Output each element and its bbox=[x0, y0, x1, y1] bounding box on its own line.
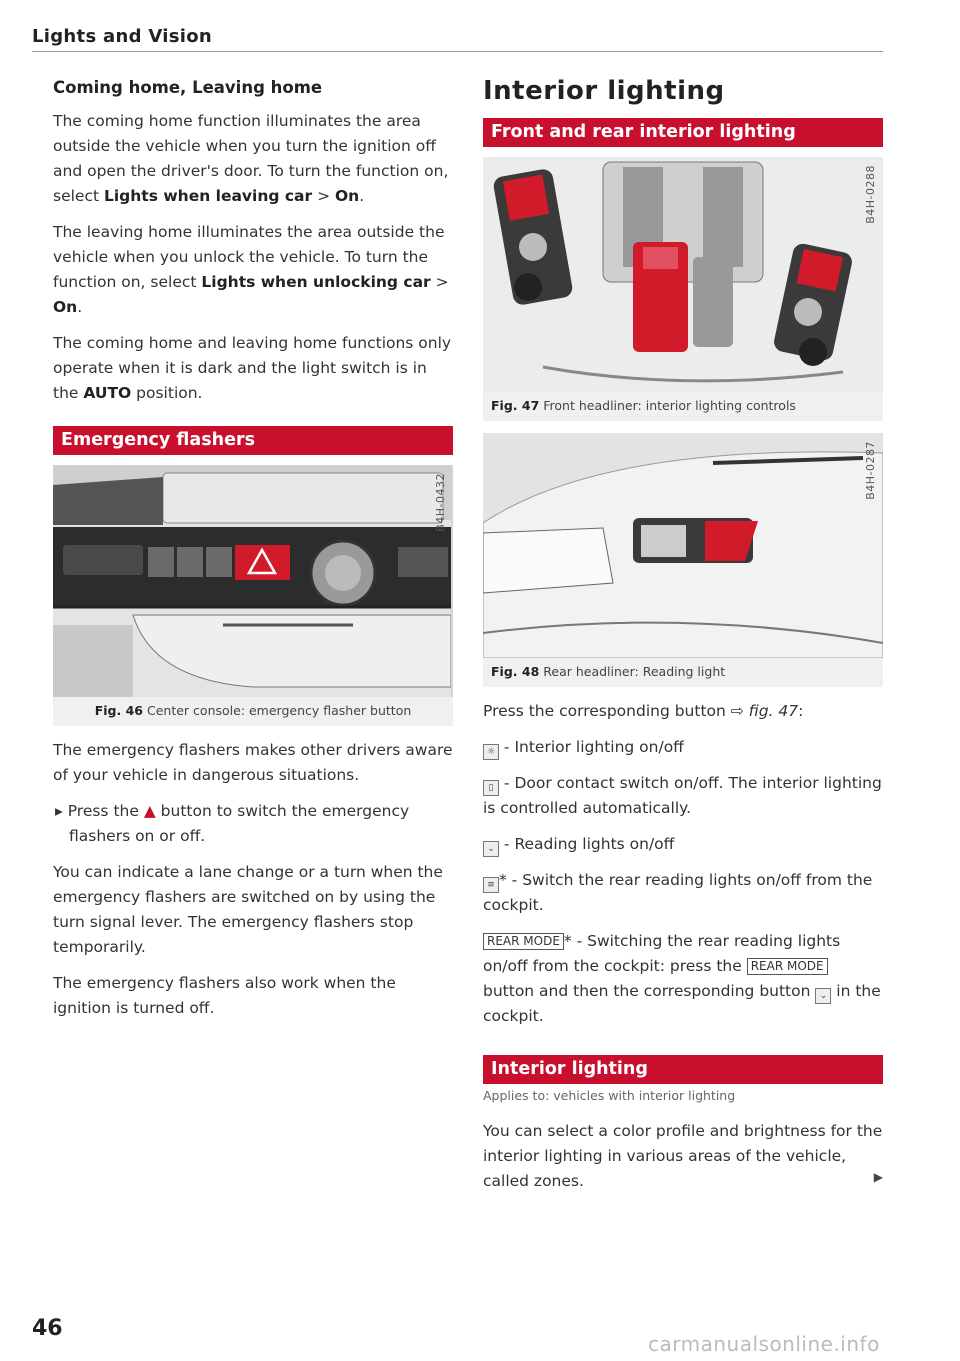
reading-light-icon: ⌄ bbox=[483, 841, 499, 857]
press-button-intro: Press the corresponding button ⇨ fig. 47: bbox=[483, 702, 804, 720]
page-number: 46 bbox=[32, 1316, 63, 1341]
watermark: carmanualsonline.info bbox=[648, 1332, 880, 1356]
item-rear-reading: ≡ * - Switch the rear reading lights on/off from the cockpit. bbox=[483, 871, 873, 914]
interior-light-icon: ☼ bbox=[483, 744, 499, 760]
section-header: Lights and Vision bbox=[32, 26, 212, 47]
coming-home-title: Coming home, Leaving home bbox=[53, 78, 323, 97]
interior-lighting-heading: Interior lighting bbox=[483, 76, 725, 106]
figure-47-code: B4H-0288 bbox=[864, 165, 877, 224]
front-headliner-illustration bbox=[483, 157, 883, 392]
interior-para-1: You can select a color profile and brightness for the interior lighting in various areas of the vehicle, called zones. ▶ bbox=[483, 1122, 883, 1190]
figure-47 bbox=[483, 157, 883, 421]
emergency-flashers-title: Emergency flashers bbox=[53, 426, 453, 455]
figure-46-image bbox=[53, 465, 453, 697]
figure-46-caption: Fig. 46 Center console: emergency flasher button bbox=[94, 703, 412, 718]
item-reading-lights: ⌄ - Reading lights on/off bbox=[483, 832, 883, 857]
figure-46 bbox=[53, 465, 453, 726]
coming-home-para-2: The leaving home illuminates the area outside the vehicle when you unlock the vehicle. To turn the function on, select Lights when unlocking car > On. bbox=[53, 223, 449, 316]
emergency-para-2: You can indicate a lane change or a turn when the emergency flashers are switched on by using the turn signal lever. The emergency flashers stop temporarily. bbox=[53, 863, 443, 956]
door-contact-icon: ▯ bbox=[483, 780, 499, 796]
rear-mode-key: REAR MODE bbox=[483, 933, 564, 950]
coming-home-para-1: The coming home function illuminates the area outside the vehicle when you turn the ignition off and open the driver's door. To turn the function on, select Lights when leaving car > On. bbox=[53, 112, 449, 205]
figure-47-caption: Fig. 47 Front headliner: interior lighting controls bbox=[491, 398, 796, 413]
item-door-contact: ▯ - Door contact switch on/off. The interior lighting is controlled automatically. bbox=[483, 774, 882, 817]
coming-home-para-3: The coming home and leaving home functions only operate when it is dark and the light switch is in the AUTO position. bbox=[53, 334, 452, 402]
figure-47-image bbox=[483, 157, 883, 392]
continue-arrow-icon: ▶ bbox=[873, 1170, 883, 1184]
figure-48 bbox=[483, 433, 883, 687]
hazard-icon: ▲ bbox=[143, 802, 156, 820]
rear-reading-icon: ≡ bbox=[483, 877, 499, 893]
center-console-illustration bbox=[53, 465, 451, 697]
emergency-bullet: ▸ Press the ▲ button to switch the emergency flashers on or off. bbox=[55, 802, 410, 845]
rear-mode-key-2: REAR MODE bbox=[747, 958, 828, 975]
reading-light-icon-2: ⌄ bbox=[815, 988, 831, 1004]
right-column bbox=[483, 72, 883, 1205]
item-rear-mode: REAR MODE * - Switching the rear reading lights on/off from the cockpit: press the REAR MODE button and then the corresponding button ⌄ in the cockpit. bbox=[483, 932, 881, 1025]
figure-48-caption: Fig. 48 Rear headliner: Reading light bbox=[491, 664, 726, 679]
applies-to: Applies to: vehicles with interior lighting bbox=[483, 1088, 736, 1103]
emergency-para-1: The emergency flashers makes other drivers aware of your vehicle in dangerous situations. bbox=[53, 741, 453, 784]
interior-lighting-subtitle: Interior lighting bbox=[483, 1055, 883, 1084]
left-column bbox=[53, 72, 453, 1032]
figure-48-image bbox=[483, 433, 883, 658]
item-interior-light: ☼ - Interior lighting on/off bbox=[483, 735, 883, 760]
emergency-para-3: The emergency flashers also work when the ignition is turned off. bbox=[53, 974, 396, 1017]
figure-46-code: B4H-0432 bbox=[434, 473, 447, 532]
figure-48-code: B4H-0287 bbox=[864, 441, 877, 500]
front-rear-title: Front and rear interior lighting bbox=[483, 118, 883, 147]
fig-47-reference[interactable]: ⇨ fig. 47 bbox=[730, 702, 799, 720]
header-divider bbox=[32, 51, 883, 52]
rear-headliner-illustration bbox=[483, 433, 883, 658]
